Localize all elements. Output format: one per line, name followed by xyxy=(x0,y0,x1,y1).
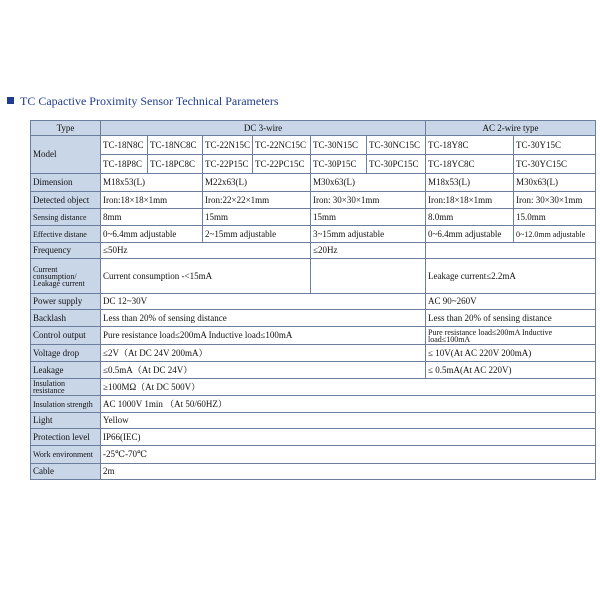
sensing-value: 15mm xyxy=(311,209,426,226)
model-cell: TC-18P8C xyxy=(101,155,148,174)
page-title xyxy=(7,94,279,109)
detected-label: Detected object xyxy=(31,192,101,209)
cable-value: 2m xyxy=(101,464,148,480)
cable-label: Cable xyxy=(31,464,101,480)
detected-value: Iron:22×22×1mm xyxy=(203,192,311,209)
protection-row xyxy=(31,429,596,446)
insulation-resistance-label: Insulation resistance xyxy=(31,379,101,396)
work-env-row xyxy=(31,446,596,464)
frequency-value: ≤20Hz xyxy=(311,243,426,259)
voltage-ac-value: ≤ 10V(At AC 220V 200mA) xyxy=(426,345,596,362)
dimension-value: M22x63(L) xyxy=(203,174,311,192)
detected-value: Iron:18×18×1mm xyxy=(426,192,514,209)
sensing-value: 15.0mm xyxy=(514,209,596,226)
sensing-value: 8.0mm xyxy=(426,209,514,226)
backlash-label: Backlash xyxy=(31,310,101,327)
detected-row xyxy=(31,192,596,209)
work-env-blank xyxy=(148,446,596,464)
effective-value: 2~15mm adjustable xyxy=(203,226,311,243)
control-dc-value: Pure resistance load≤200mA Inductive load≤100mA xyxy=(101,327,426,345)
model-row-2 xyxy=(31,155,596,174)
protection-value: IP66(IEC) xyxy=(101,429,148,446)
leakage-ac-value: ≤ 0.5mA(At AC 220V) xyxy=(426,362,596,379)
current-label: Current consumption/ Leakage current xyxy=(31,259,101,294)
control-label: Control output xyxy=(31,327,101,345)
model-row-1 xyxy=(31,136,596,155)
sensing-label: Sensing distance xyxy=(31,209,101,226)
model-cell: TC-30N15C xyxy=(311,136,367,155)
frequency-row xyxy=(31,243,596,259)
voltage-row xyxy=(31,345,596,362)
power-row xyxy=(31,294,596,310)
detected-value: Iron: 30×30×1mm xyxy=(311,192,426,209)
light-value: Yellow xyxy=(101,413,148,429)
insulation-strength-row xyxy=(31,396,596,413)
power-dc-value: DC 12~30V xyxy=(101,294,426,310)
model-cell: TC-22NC15C xyxy=(253,136,311,155)
dimension-value: M30x63(L) xyxy=(311,174,426,192)
ac-header: AC 2-wire type xyxy=(426,121,596,136)
power-ac-value: AC 90~260V xyxy=(426,294,596,310)
dimension-value: M18x53(L) xyxy=(426,174,514,192)
model-cell: TC-22P15C xyxy=(203,155,253,174)
effective-row xyxy=(31,226,596,243)
dimension-label: Dimension xyxy=(31,174,101,192)
model-label: Model xyxy=(31,136,101,174)
frequency-empty xyxy=(426,243,596,259)
detected-value: Iron: 30×30×1mm xyxy=(514,192,596,209)
leakage-row xyxy=(31,362,596,379)
voltage-dc-value: ≤2V（At DC 24V 200mA） xyxy=(101,345,426,362)
cable-blank xyxy=(148,464,596,480)
control-row xyxy=(31,327,596,345)
model-cell: TC-18Y8C xyxy=(426,136,514,155)
light-blank xyxy=(148,413,596,429)
insulation-resistance-row xyxy=(31,379,596,396)
model-cell: TC-22N15C xyxy=(203,136,253,155)
model-cell: TC-30YC15C xyxy=(514,155,596,174)
effective-value: 0~6.4mm adjustable xyxy=(426,226,514,243)
work-env-label: Work environment xyxy=(31,446,101,464)
work-env-value: -25℃-70℃ xyxy=(101,446,148,464)
voltage-label: Voltage drop xyxy=(31,345,101,362)
spec-table xyxy=(30,120,596,480)
detected-value: Iron:18×18×1mm xyxy=(101,192,203,209)
effective-value: 3~15mm adjustable xyxy=(311,226,426,243)
model-cell: TC-18YC8C xyxy=(426,155,514,174)
dimension-value: M30x63(L) xyxy=(514,174,596,192)
dimension-row xyxy=(31,174,596,192)
model-cell: TC-30PC15C xyxy=(367,155,426,174)
frequency-label: Frequency xyxy=(31,243,101,259)
type-row xyxy=(31,121,596,136)
type-label: Type xyxy=(31,121,101,136)
frequency-value: ≤50Hz xyxy=(101,243,311,259)
sensing-row xyxy=(31,209,596,226)
insulation-resistance-value: ≥100MΩ（At DC 500V） xyxy=(101,379,148,396)
current-dc-value: Current consumption -<15mA xyxy=(101,259,311,294)
model-cell: TC-18N8C xyxy=(101,136,148,155)
protection-label: Protection level xyxy=(31,429,101,446)
leakage-label: Leakage xyxy=(31,362,101,379)
square-bullet-icon xyxy=(7,97,14,104)
effective-value: 0~6.4mm adjustable xyxy=(101,226,203,243)
backlash-dc-value: Less than 20% of sensing distance xyxy=(101,310,426,327)
light-label: Light xyxy=(31,413,101,429)
control-ac-value: Pure resistance load≤200mA Inductive load≤100mA xyxy=(426,327,596,345)
model-cell: TC-30P15C xyxy=(311,155,367,174)
sensing-value: 8mm xyxy=(101,209,203,226)
current-ac-value: Leakage current≤2.2mA xyxy=(426,259,596,294)
insulation-strength-label: Insulation strength xyxy=(31,396,101,413)
backlash-ac-value: Less than 20% of sensing distance xyxy=(426,310,596,327)
model-cell: TC-22PC15C xyxy=(253,155,311,174)
leakage-dc-value: ≤0.5mA（At DC 24V） xyxy=(101,362,426,379)
protection-blank xyxy=(148,429,596,446)
insulation-strength-value: AC 1000V 1min （At 50/60HZ） xyxy=(101,396,148,413)
cable-row xyxy=(31,464,596,480)
model-cell: TC-18NC8C xyxy=(148,136,203,155)
effective-label: Effective distane xyxy=(31,226,101,243)
light-row xyxy=(31,413,596,429)
current-empty xyxy=(311,259,426,294)
model-cell: TC-30Y15C xyxy=(514,136,596,155)
dimension-value: M18x53(L) xyxy=(101,174,203,192)
sensing-value: 15mm xyxy=(203,209,311,226)
model-cell: TC-18PC8C xyxy=(148,155,203,174)
current-row xyxy=(31,259,596,294)
effective-value: 0~12.0mm adjustable xyxy=(514,226,596,243)
dc-header: DC 3-wire xyxy=(101,121,426,136)
backlash-row xyxy=(31,310,596,327)
title-text: TC Capactive Proximity Sensor Technical Parameters xyxy=(20,94,279,108)
insulation-resistance-blank xyxy=(148,379,596,396)
model-cell: TC-30NC15C xyxy=(367,136,426,155)
power-label: Power supply xyxy=(31,294,101,310)
